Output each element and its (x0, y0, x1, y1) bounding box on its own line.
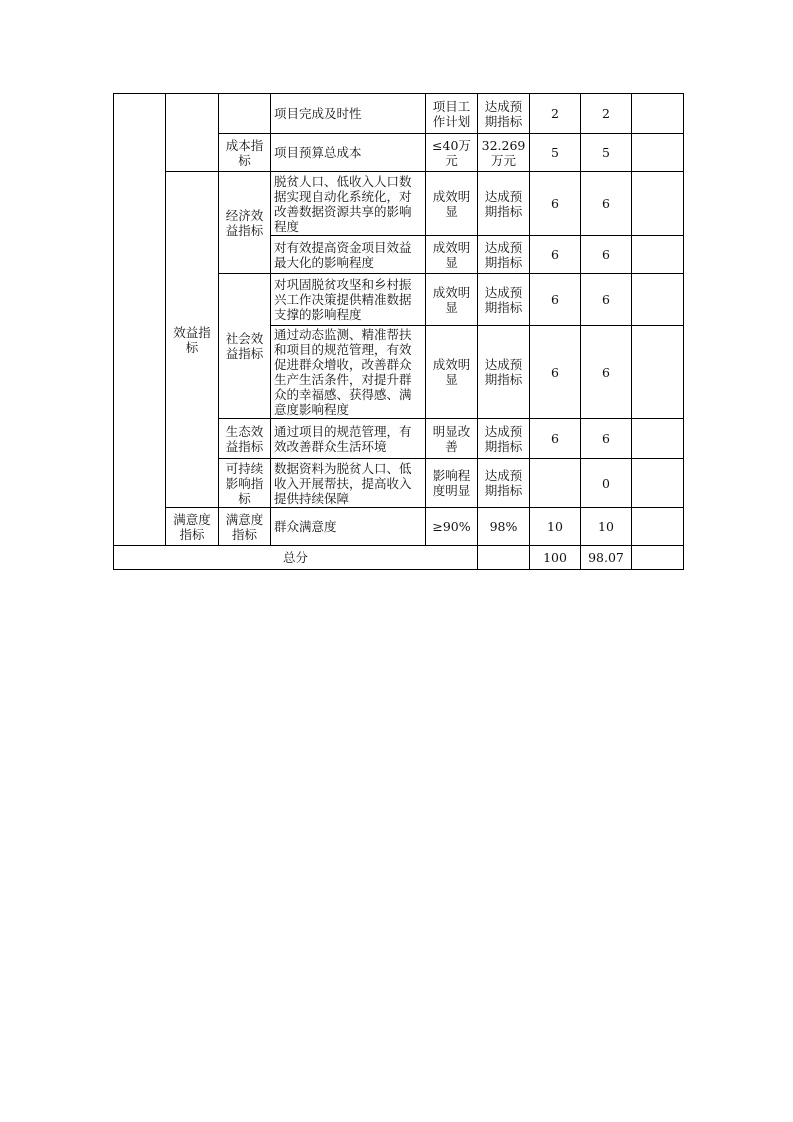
indicator-cell: 数据资料为脱贫人口、低收入开展帮扶，提高收入提供持续保障 (271, 459, 426, 508)
score-cell: 10 (581, 508, 632, 546)
target-cell: 成效明显 (426, 274, 478, 326)
level3-cell: 生态效益指标 (219, 419, 271, 459)
score-cell: 6 (581, 419, 632, 459)
actual-cell: 达成预期指标 (478, 94, 530, 134)
score-cell: 0 (581, 459, 632, 508)
total-actual-cell (478, 546, 530, 570)
actual-cell: 达成预期指标 (478, 274, 530, 326)
remark-cell (632, 236, 684, 274)
remark-cell (632, 172, 684, 236)
total-score-cell: 98.07 (581, 546, 632, 570)
remark-cell (632, 508, 684, 546)
target-cell: 明显改善 (426, 419, 478, 459)
score-cell: 6 (581, 236, 632, 274)
indicator-cell: 群众满意度 (271, 508, 426, 546)
indicator-cell: 对有效提高资金项目效益最大化的影响程度 (271, 236, 426, 274)
remark-cell (632, 134, 684, 172)
table-row (114, 172, 684, 236)
weight-cell (530, 459, 581, 508)
table-row (114, 94, 684, 134)
total-label: 总分 (114, 546, 478, 570)
target-cell: 项目工作计划 (426, 94, 478, 134)
score-cell: 5 (581, 134, 632, 172)
remark-cell (632, 94, 684, 134)
target-cell: 成效明显 (426, 172, 478, 236)
indicator-cell: 项目完成及时性 (271, 94, 426, 134)
remark-cell (632, 274, 684, 326)
actual-cell: 32.269万元 (478, 134, 530, 172)
indicator-cell: 对巩固脱贫攻坚和乡村振兴工作决策提供精准数据支撑的影响程度 (271, 274, 426, 326)
weight-cell: 2 (530, 94, 581, 134)
level3-cell: 成本指标 (219, 134, 271, 172)
target-cell: ≥90% (426, 508, 478, 546)
total-row (114, 546, 684, 570)
indicator-cell: 脱贫人口、低收入人口数据实现自动化系统化，对改善数据资源共享的影响程度 (271, 172, 426, 236)
score-cell: 2 (581, 94, 632, 134)
actual-cell: 达成预期指标 (478, 172, 530, 236)
weight-cell: 6 (530, 172, 581, 236)
score-cell: 6 (581, 326, 632, 419)
actual-cell: 98% (478, 508, 530, 546)
performance-table (113, 93, 684, 570)
remark-cell (632, 326, 684, 419)
actual-cell: 达成预期指标 (478, 236, 530, 274)
target-cell: 成效明显 (426, 326, 478, 419)
remark-cell (632, 459, 684, 508)
weight-cell: 6 (530, 236, 581, 274)
remark-cell (632, 419, 684, 459)
actual-cell: 达成预期指标 (478, 419, 530, 459)
target-cell: ≤40万元 (426, 134, 478, 172)
total-weight-cell: 100 (530, 546, 581, 570)
level1-cell (114, 94, 166, 546)
table-row (114, 508, 684, 546)
target-cell: 成效明显 (426, 236, 478, 274)
level3-cell (219, 94, 271, 134)
level3-cell: 经济效益指标 (219, 172, 271, 274)
weight-cell: 6 (530, 326, 581, 419)
level3-cell: 可持续影响指标 (219, 459, 271, 508)
level3-cell: 满意度指标 (219, 508, 271, 546)
level2-cell: 效益指标 (166, 172, 219, 508)
actual-cell: 达成预期指标 (478, 459, 530, 508)
indicator-cell: 通过项目的规范管理，有效改善群众生活环境 (271, 419, 426, 459)
actual-cell: 达成预期指标 (478, 326, 530, 419)
weight-cell: 6 (530, 274, 581, 326)
indicator-cell: 通过动态监测、精准帮扶和项目的规范管理，有效促进群众增收，改善群众生产生活条件，对提升群众的幸福感、获得感、满意度影响程度 (271, 326, 426, 419)
indicator-cell: 项目预算总成本 (271, 134, 426, 172)
score-cell: 6 (581, 172, 632, 236)
weight-cell: 10 (530, 508, 581, 546)
level2-cell (166, 94, 219, 172)
total-remark-cell (632, 546, 684, 570)
weight-cell: 5 (530, 134, 581, 172)
level3-cell: 社会效益指标 (219, 274, 271, 419)
target-cell: 影响程度明显 (426, 459, 478, 508)
weight-cell: 6 (530, 419, 581, 459)
score-cell: 6 (581, 274, 632, 326)
level2-cell: 满意度指标 (166, 508, 219, 546)
